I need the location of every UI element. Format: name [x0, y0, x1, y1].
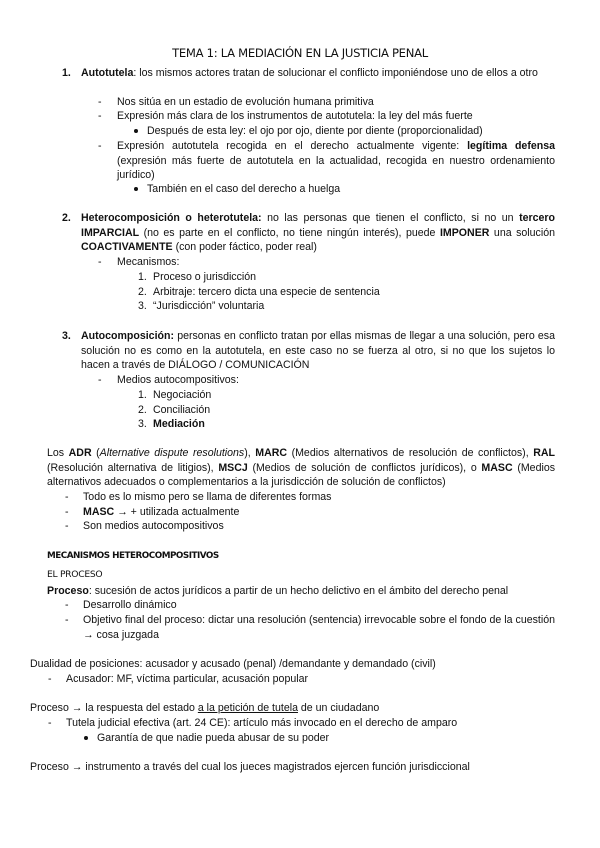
proceso-definition: [47, 584, 555, 599]
term: legítima defensa: [467, 140, 555, 152]
list-number: 2.: [62, 212, 71, 224]
dash-marker: -: [98, 96, 102, 108]
bullet-icon: [134, 187, 138, 191]
proceso-instrumento: Proceso → instrumento a través del cual los jueces magistrados ejercen función jurisdiccional: [30, 761, 470, 773]
text: (con poder fáctico, poder real): [172, 241, 317, 254]
text: Los: [47, 447, 69, 459]
list-item: Negociación: [153, 389, 212, 401]
subsection-heading: EL PROCESO: [47, 569, 103, 580]
list-item: Mecanismos:: [117, 256, 180, 268]
section-autotutela: [81, 66, 555, 81]
list-item: Acusador: MF, víctima particular, acusación popular: [66, 673, 308, 685]
text: : los mismos actores tratan de solucionar el conflicto imponiéndose uno de ellos a otro: [133, 67, 538, 79]
text: (no es parte en el conflicto, no tiene ningún interés), puede: [139, 226, 440, 239]
term: MASC: [83, 506, 115, 518]
term: Autotutela: [81, 67, 134, 79]
text: Proceso → la respuesta del estado: [30, 702, 198, 714]
term: MARC: [255, 447, 288, 459]
list-item: Conciliación: [153, 404, 211, 416]
section-heterocomposicion: [81, 211, 555, 255]
dash-marker: -: [98, 256, 102, 268]
list-item: [83, 505, 239, 520]
dash-marker: -: [65, 599, 69, 611]
text: (: [91, 447, 100, 459]
list-number: 3.: [62, 330, 71, 342]
term: ADR: [68, 447, 92, 459]
list-item: Nos sitúa en un estadio de evolución humana primitiva: [117, 96, 374, 108]
text: de un ciudadano: [297, 702, 380, 714]
term: Proceso: [47, 585, 89, 597]
list-item: Mediación: [153, 418, 205, 430]
list-number: 3.: [138, 300, 147, 312]
dash-marker: -: [98, 110, 102, 122]
text: → + utilizada actualmente: [114, 506, 240, 518]
underlined-text: a la petición de tutela: [197, 702, 298, 714]
list-item: Después de esta ley: el ojo por ojo, diente por diente (proporcionalidad): [147, 125, 483, 137]
list-item: Arbitraje: tercero dicta una especie de sentencia: [153, 286, 380, 298]
text: ),: [244, 447, 256, 459]
section-heading: MECANISMOS HETEROCOMPOSITIVOS: [47, 551, 219, 561]
list-item: Son medios autocompositivos: [83, 520, 224, 532]
list-number: 1.: [138, 271, 147, 283]
dash-marker: -: [48, 717, 52, 729]
text: Alternative dispute resolutions: [99, 447, 245, 459]
proceso-respuesta: [30, 701, 379, 716]
text: personas en conflicto tratan por ellas mismas de llegar a una solución, pero esa solución no es como en la autotutela, en este caso no se fuerza al otro, si no que los sujetos lo hacen a través de DIÁLOGO / COMUNICACIÓN: [81, 330, 555, 372]
text: una solución: [489, 226, 555, 239]
list-number: 2.: [138, 286, 147, 298]
dash-marker: -: [65, 491, 69, 503]
bullet-icon: [134, 129, 138, 133]
text: (Medios alternativos adecuados o complementarios a la jurisdicción de solución de conflictos): [47, 461, 556, 489]
text: (Resolución alternativa de litigios),: [47, 461, 219, 474]
list-item: Garantía de que nadie pueda abusar de su poder: [97, 732, 330, 744]
list-number: 1.: [138, 389, 147, 401]
list-item: “Jurisdicción” voluntaria: [153, 300, 265, 312]
text: (Medios de solución de conflictos jurídicos), o: [247, 461, 482, 474]
section-autocomposicion: [81, 329, 555, 373]
bullet-icon: [84, 736, 88, 740]
dash-marker: -: [65, 506, 69, 518]
list-item: Expresión más clara de los instrumentos de autotutela: la ley del más fuerte: [117, 110, 473, 122]
dash-marker: -: [98, 140, 102, 152]
list-item: Objetivo final del proceso: dictar una resolución (sentencia) irrevocable sobre el fondo de la cuestión → cosa juzgada: [83, 614, 555, 641]
text: : sucesión de actos jurídicos a partir de un hecho delictivo en el ámbito del derecho penal: [88, 585, 509, 597]
list-number: 2.: [138, 404, 147, 416]
list-item: Todo es lo mismo pero se llama de diferentes formas: [83, 491, 332, 503]
list-item: Tutela judicial efectiva (art. 24 CE): artículo más invocado en el derecho de amparo: [66, 717, 458, 729]
term: RAL: [533, 447, 555, 459]
text: Expresión autotutela recogida en el derecho actualmente vigente:: [117, 140, 468, 152]
dualidad-paragraph: Dualidad de posiciones: acusador y acusado (penal) /demandante y demandado (civil): [30, 658, 436, 670]
list-number: 1.: [62, 67, 71, 79]
term: MASC: [481, 461, 513, 474]
list-item: Medios autocompositivos:: [117, 374, 239, 386]
list-item: También en el caso del derecho a huelga: [147, 183, 341, 195]
dash-marker: -: [65, 614, 69, 626]
adr-paragraph: [47, 446, 555, 490]
term: Heterocomposición o heterotutela:: [81, 212, 262, 224]
text: no las personas que tienen el conflicto, si no un: [261, 212, 520, 224]
list-item: Proceso o jurisdicción: [153, 271, 257, 283]
term: tercero IMPARCIAL: [81, 212, 555, 239]
dash-marker: -: [48, 673, 52, 685]
dash-marker: -: [98, 374, 102, 386]
list-item: Desarrollo dinámico: [83, 599, 177, 611]
term: IMPONER: [439, 226, 490, 239]
list-item: [117, 139, 555, 183]
term: MSCJ: [218, 461, 248, 474]
text: (expresión más fuerte de autotutela en la actualidad, recogida en nuestro ordenamiento jurídico): [117, 154, 555, 182]
text: (Medios alternativos de resolución de conflictos),: [287, 447, 534, 459]
list-number: 3.: [138, 418, 147, 430]
dash-marker: -: [65, 520, 69, 532]
term: Autocomposición:: [81, 330, 174, 342]
term: COACTIVAMENTE: [81, 241, 173, 254]
page-title: TEMA 1: LA MEDIACIÓN EN LA JUSTICIA PENAL: [172, 46, 428, 60]
